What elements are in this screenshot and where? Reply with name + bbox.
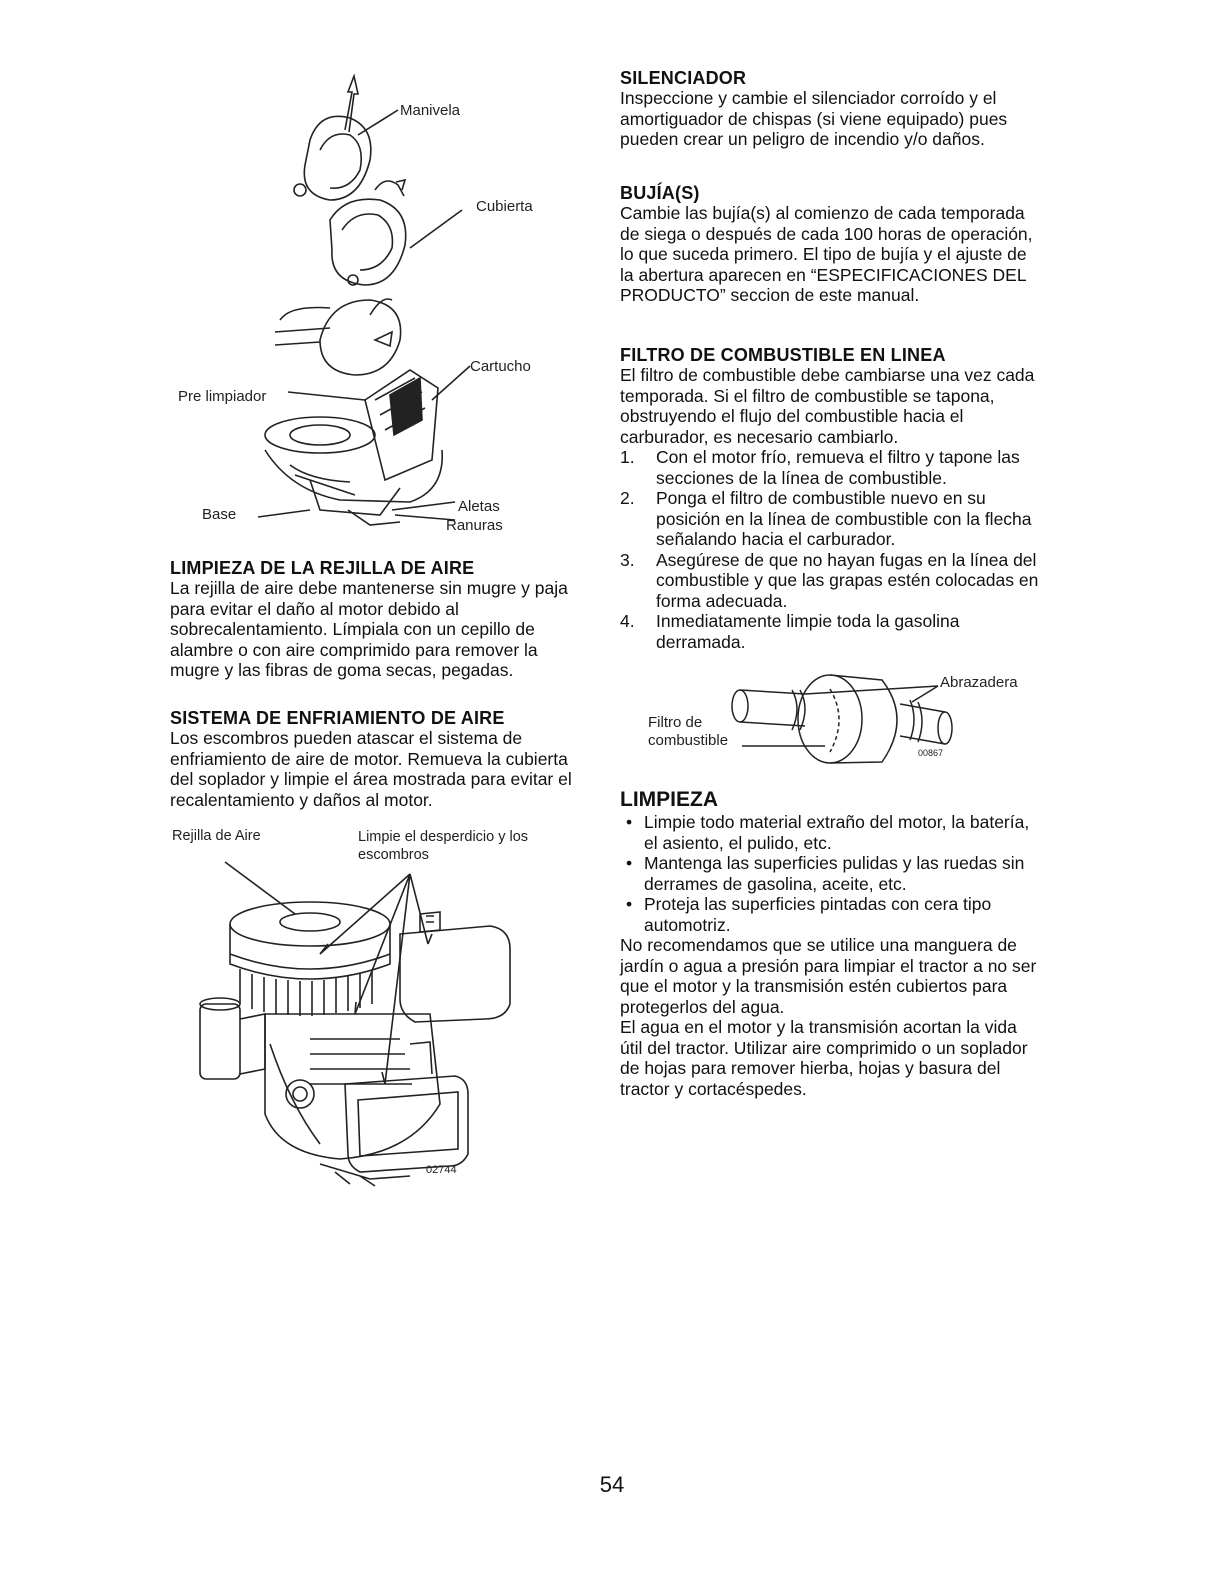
section-text: La rejilla de aire debe mantenerse sin mugre y paja para evitar el daño al motor debido al sobrecalentamiento. Límpiala con un cepillo de alambre o con aire comprimido para remover la mugre y las fibras de goma secas, pegadas. <box>170 578 568 680</box>
engine-figure-code: 02744 <box>426 1164 457 1176</box>
section-enfriamiento <box>170 708 590 810</box>
list-item: • Proteja las superficies pintadas con cera tipo automotriz. <box>626 894 992 935</box>
air-filter-illustration <box>170 70 590 540</box>
list-item: 4. Inmediatamente limpie toda la gasolina derramada. <box>620 611 960 652</box>
fuel-figure-code: 00867 <box>918 748 944 758</box>
air-filter-figure <box>170 70 590 540</box>
section-text: No recomendamos que se utilice una manguera de jardín o agua a presión para limpiar el tractor a no ser que el motor y la transmisión estén cubiertos para protegerlos del agua. <box>620 935 1037 1017</box>
label-cubierta: Cubierta <box>476 198 533 215</box>
bullet-list <box>620 812 1040 935</box>
section-text: Los escombros pueden atascar el sistema de enfriamiento de aire de motor. Remueva la cubierta del soplador y limpie el área mostrada para evitar el recalentamiento y daños al motor. <box>170 728 572 810</box>
engine-figure <box>170 828 590 1188</box>
section-bujias <box>620 183 1040 306</box>
section-text: El filtro de combustible debe cambiarse una vez cada temporada. Si el filtro de combustible se tapona, obstruyendo el flujo del combustible hacia el carburador, es necesario cambiarlo. <box>620 365 1035 447</box>
list-item: • Limpie todo material extraño del motor, la batería, el asiento, el pulido, etc. <box>626 812 1030 853</box>
label-base: Base <box>202 506 237 523</box>
label-rejilla-de-aire: Rejilla de Aire <box>172 828 261 844</box>
label-ranuras: Ranuras <box>446 517 503 534</box>
steps-list <box>620 447 1040 652</box>
section-silenciador <box>620 68 1040 150</box>
section-rejilla <box>170 558 590 681</box>
label-limpie-desperdicio: Limpie el desperdicio y los escombros <box>358 829 529 863</box>
section-filtro-combustible <box>620 345 1040 652</box>
fuel-filter-figure <box>620 664 1040 784</box>
section-heading: FILTRO DE COMBUSTIBLE EN LINEA <box>620 345 946 365</box>
section-heading: BUJÍA(S) <box>620 183 700 203</box>
label-combustible: combustible <box>648 732 729 749</box>
label-filtro-de: Filtro de <box>648 714 703 731</box>
engine-illustration <box>170 854 590 1184</box>
section-text: El agua en el motor y la transmisión acortan la vida útil del tractor. Utilizar aire comprimido o un soplador de hojas para remover hierba, hojas y basura del tractor y cortacéspedes. <box>620 1017 1028 1099</box>
list-item: 1. Con el motor frío, remueva el filtro y tapone las secciones de la línea de combustible. <box>620 447 1020 488</box>
label-cartucho: Cartucho <box>470 358 531 375</box>
section-heading: SISTEMA DE ENFRIAMIENTO DE AIRE <box>170 708 505 728</box>
list-item: 3. Asegúrese de que no hayan fugas en la línea del combustible y que las grapas estén colocadas en forma adecuada. <box>620 549 1039 611</box>
label-pre-limpiador: Pre limpiador <box>178 388 267 405</box>
list-item: • Mantenga las superficies pulidas y las ruedas sin derrames de gasolina, aceite, etc. <box>626 853 1025 894</box>
list-item: 2. Ponga el filtro de combustible nuevo en su posición en la línea de combustible con la flecha señalando hacia el carburador. <box>620 488 1032 549</box>
section-limpieza <box>620 788 1040 1099</box>
section-text: Inspeccione y cambie el silenciador corroído y el amortiguador de chispas (si viene equipado) pues pueden crear un peligro de incendio y/o daños. <box>620 88 1008 149</box>
label-abrazadera: Abrazadera <box>940 674 1018 691</box>
section-heading: SILENCIADOR <box>620 68 747 88</box>
label-aletas: Aletas <box>458 498 500 515</box>
section-text: Cambie las bujía(s) al comienzo de cada temporada de siega o después de cada 100 horas de operación, lo que suceda primero. El tipo de bujía y el ajuste de la abertura aparecen en “ESPECIFICACIONES DEL PRODUCTO” seccion de este manual. <box>620 203 1033 305</box>
section-heading: LIMPIEZA DE LA REJILLA DE AIRE <box>170 558 475 578</box>
page-number: 54 <box>599 1472 625 1497</box>
label-manivela: Manivela <box>400 102 461 119</box>
section-heading: LIMPIEZA <box>620 788 718 811</box>
